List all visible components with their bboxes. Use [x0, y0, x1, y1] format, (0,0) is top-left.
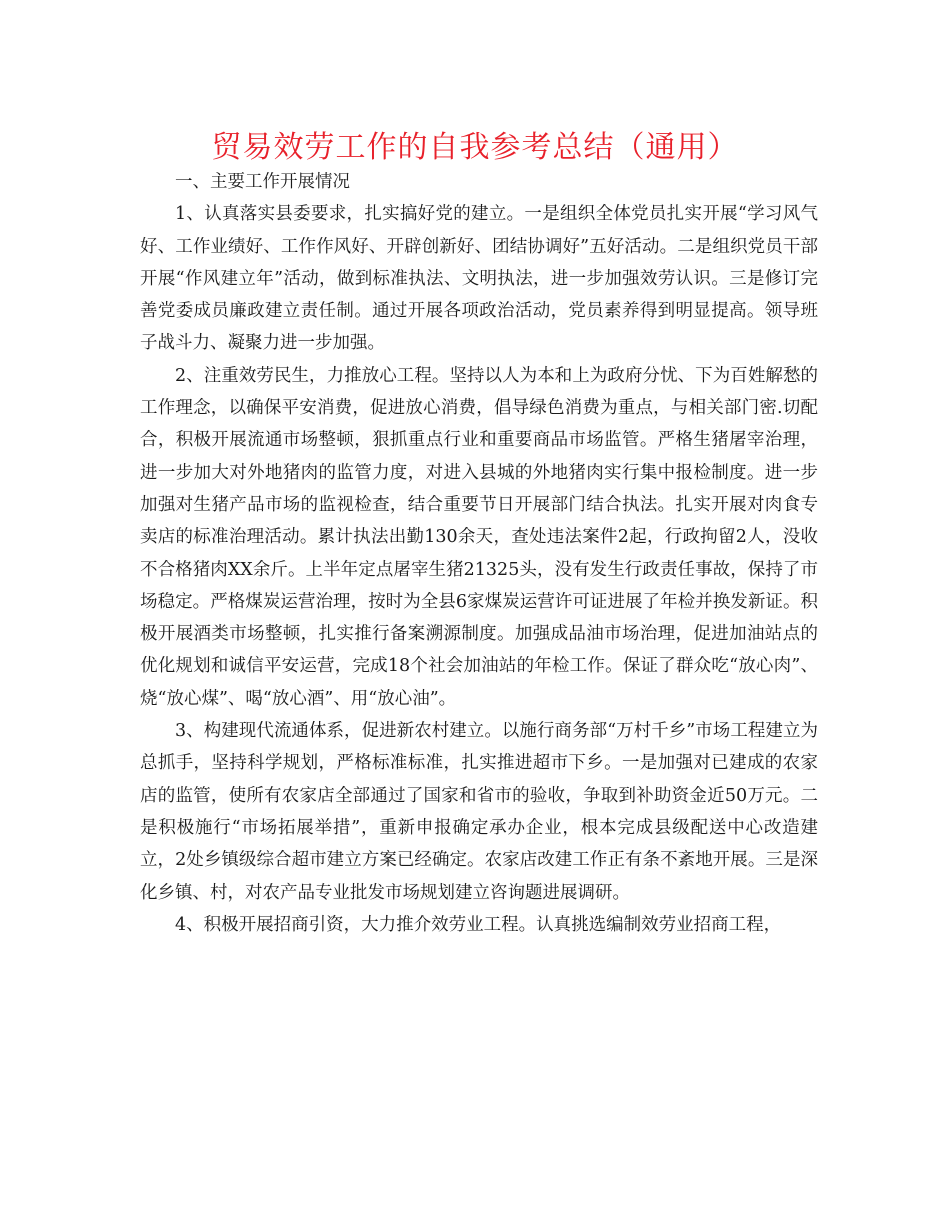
document-body	[140, 166, 818, 941]
paragraph-2: 2、注重效劳民生，力推放心工程。坚持以人为本和上为政府分忧、下为百姓解愁的工作理念，以确保平安消费，促进放心消费，倡导绿色消费为重点，与相关部门密.切配合，积极开展流通市场整顿，狠抓重点行业和重要商品市场监管。严格生猪屠宰治理，进一步加大对外地猪肉的监管力度，对进入县城的外地猪肉实行集中报检制度。进一步加强对生猪产品市场的监视检查，结合重要节日开展部门结合执法。扎实开展对肉食专卖店的标准治理活动。累计执法出勤130余天，查处违法案件2起，行政拘留2人，没收不合格猪肉XX余斤。上半年定点屠宰生猪21325头，没有发生行政责任事故，保持了市场稳定。严格煤炭运营治理，按时为全县6家煤炭运营许可证进展了年检并换发新证。积极开展酒类市场整顿，扎实推行备案溯源制度。加强成品油市场治理，促进加油站点的优化规划和诚信平安运营，完成18个社会加油站的年检工作。保证了群众吃“放心肉”、烧“放心煤”、喝“放心酒”、用“放心油”。	[140, 365, 818, 709]
paragraph-4: 4、积极开展招商引资，大力推介效劳业工程。认真挑选编制效劳业招商工程，	[175, 914, 782, 935]
paragraph-1: 1、认真落实县委要求，扎实搞好党的建立。一是组织全体党员扎实开展“学习风气好、工作业绩好、工作作风好、开辟创新好、团结协调好”五好活动。二是组织党员干部开展“作风建立年”活动，做到标准执法、文明执法，进一步加强效劳认识。三是修订完善党委成员廉政建立责任制。通过开展各项政治活动，党员素养得到明显提高。领导班子战斗力、凝聚力进一步加强。	[140, 204, 818, 354]
section-heading: 一、主要工作开展情况	[175, 172, 350, 192]
document-title: 贸易效劳工作的自我参考总结（通用）	[211, 130, 739, 165]
paragraph-3: 3、构建现代流通体系，促进新农村建立。以施行商务部“万村千乡”市场工程建立为总抓手，坚持科学规划，严格标准标准，扎实推进超市下乡。一是加强对已建成的农家店的监管，使所有农家店全部通过了国家和省市的验收，争取到补助资金近50万元。二是积极施行“市场拓展举措”，重新申报确定承办企业，根本完成县级配送中心改造建立，2处乡镇级综合超市建立方案已经确定。农家店改建工作正有条不紊地开展。三是深化乡镇、村，对农产品专业批发市场规划建立咨询题进展调研。	[140, 721, 818, 903]
